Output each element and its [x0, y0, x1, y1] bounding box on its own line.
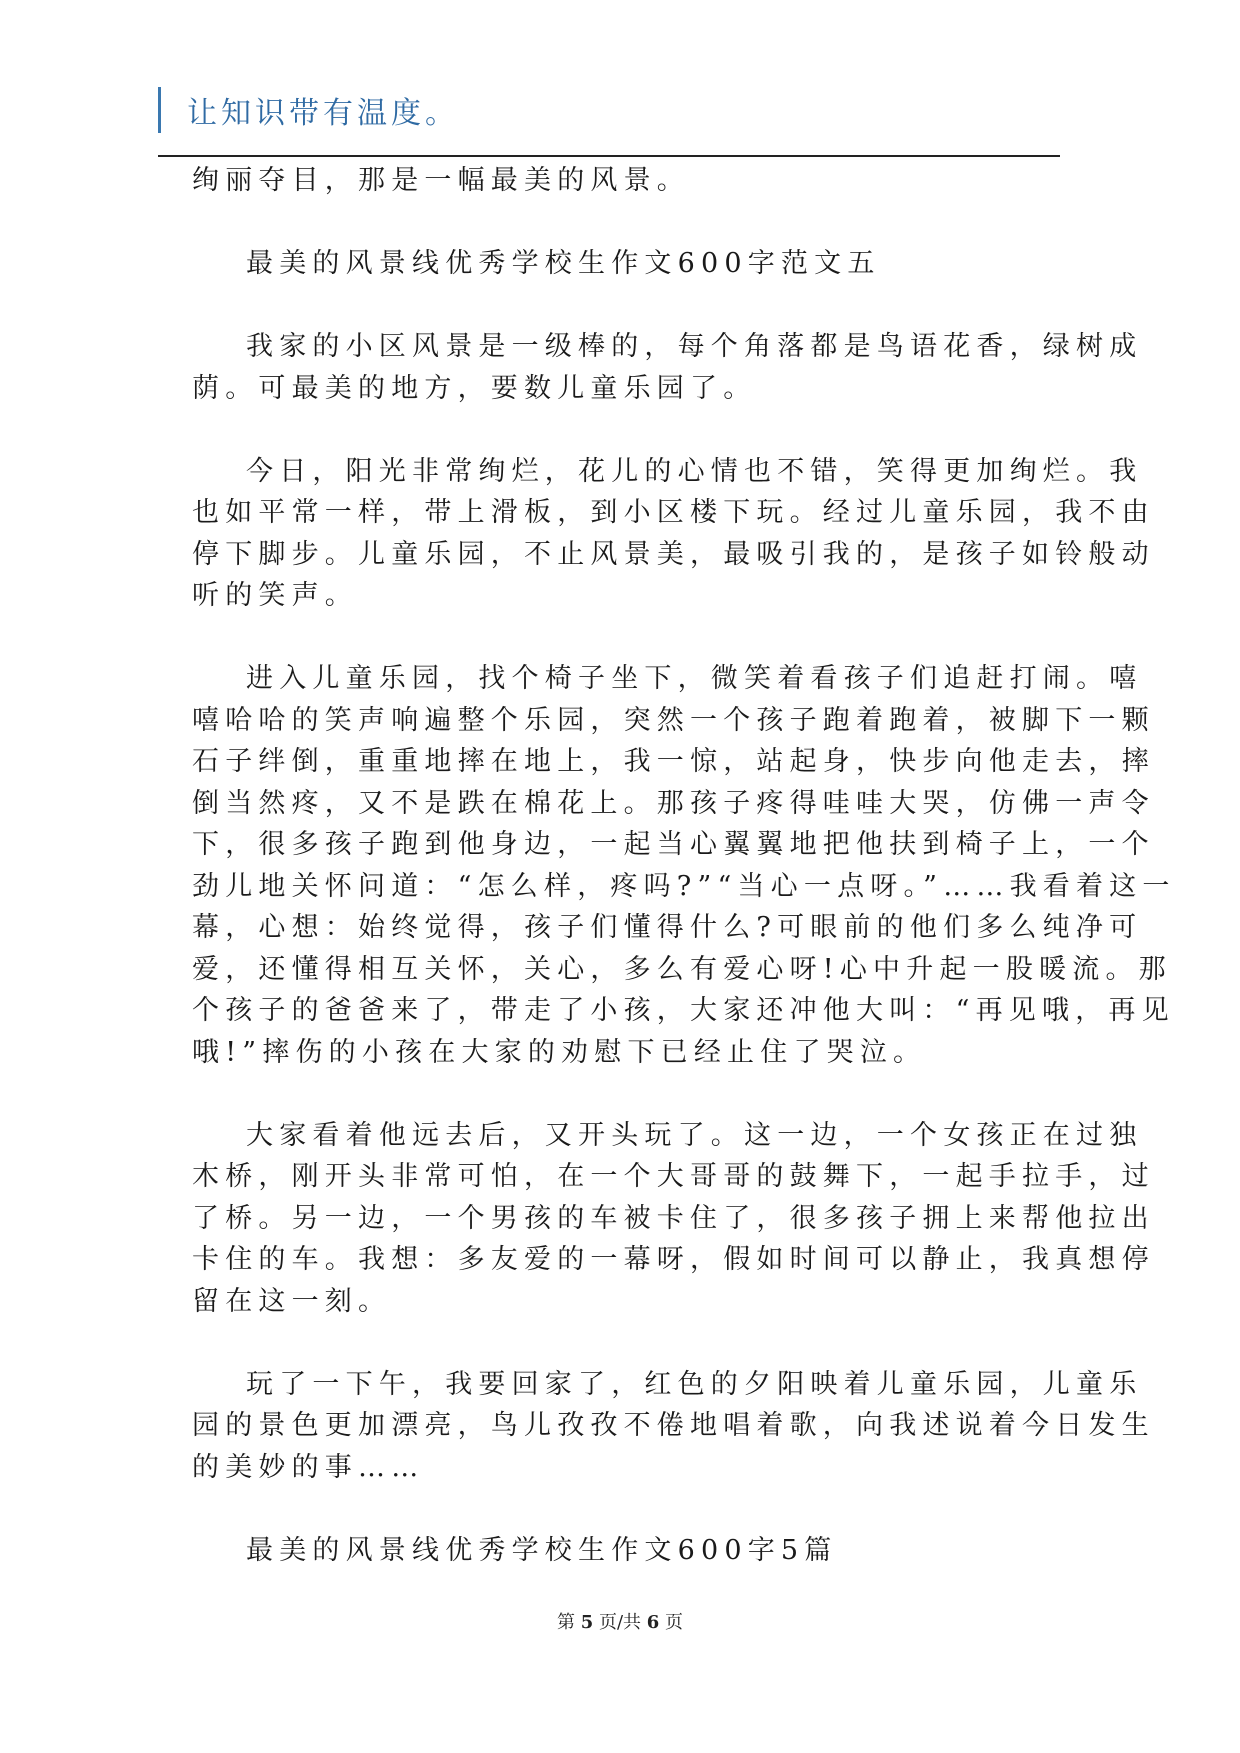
- footer-current-page: 5: [580, 1612, 594, 1633]
- document-body: [192, 160, 1176, 1571]
- header-slogan: 让知识带有温度。: [187, 96, 459, 131]
- text-line: 园的景色更加漂亮，鸟儿孜孜不倦地唱着歌，向我述说着今日发生: [192, 1410, 1155, 1441]
- footer-suffix: 页: [665, 1612, 684, 1633]
- paragraph-gap: [192, 1322, 1052, 1364]
- text-line: 石子绊倒，重重地摔在地上，我一惊，站起身，快步向他走去，摔: [192, 746, 1155, 777]
- text-line: 倒当然疼，又不是跌在棉花上。那孩子疼得哇哇大哭，仿佛一声令: [192, 787, 1155, 819]
- text-line: 的美妙的事……: [192, 1451, 425, 1483]
- text-line: 玩了一下午，我要回家了，红色的夕阳映着儿童乐园，儿童乐: [246, 1368, 1143, 1400]
- footer-total-pages: 6: [646, 1612, 660, 1633]
- text-line: 进入儿童乐园，找个椅子坐下，微笑着看孩子们追赶打闹。嘻: [246, 663, 1143, 694]
- paragraph-gap: [192, 285, 1052, 327]
- text-line: 劲儿地关怀问道：“怎么样，疼吗?”“当心一点呀。”……我看着这一: [192, 870, 1176, 902]
- text-line: 下，很多孩子跑到他身边，一起当心翼翼地把他扶到椅子上，一个: [192, 829, 1155, 860]
- footer-middle: 页/共: [598, 1612, 642, 1633]
- text-line: 最美的风景线优秀学校生作文600字5篇: [246, 1534, 838, 1566]
- text-line: 今日，阳光非常绚烂，花儿的心情也不错，笑得更加绚烂。我: [246, 455, 1143, 487]
- paragraph-gap: [192, 409, 1052, 451]
- text-line: 幕，心想：始终觉得，孩子们懂得什么?可眼前的他们多么纯净可: [192, 912, 1143, 943]
- text-line: 木桥，刚开头非常可怕，在一个大哥哥的鼓舞下，一起手拉手，过: [192, 1161, 1155, 1192]
- text-line: 爱，还懂得相互关怀，关心，多么有爱心呀!心中升起一股暖流。那: [192, 953, 1172, 985]
- text-line: 嘻哈哈的笑声响遍整个乐园，突然一个孩子跑着跑着，被脚下一颗: [192, 704, 1155, 736]
- page-footer: [0, 1608, 1240, 1634]
- text-line: 也如平常一样，带上滑板，到小区楼下玩。经过儿童乐园，我不由: [192, 497, 1155, 528]
- text-line: 卡住的车。我想：多友爱的一幕呀，假如时间可以静止，我真想停: [192, 1244, 1155, 1275]
- text-line: 大家看着他远去后，又开头玩了。这一边，一个女孩正在过独: [246, 1119, 1143, 1151]
- header-accent-bar: [158, 87, 161, 133]
- text-line: 留在这一刻。: [192, 1285, 392, 1317]
- footer-prefix: 第: [556, 1612, 575, 1633]
- header-divider: [158, 155, 1060, 157]
- text-line: 哦!”摔伤的小孩在大家的劝慰下已经止住了哭泣。: [192, 1036, 927, 1068]
- text-line: 最美的风景线优秀学校生作文600字范文五: [246, 248, 881, 279]
- text-line: 听的笑声。: [192, 580, 358, 611]
- paragraph-gap: [192, 617, 1052, 659]
- text-line: 我家的小区风景是一级棒的，每个角落都是鸟语花香，绿树成: [246, 331, 1143, 362]
- page-header: [158, 88, 459, 132]
- text-line: 个孩子的爸爸来了，带走了小孩，大家还冲他大叫：“再见哦，再见: [192, 995, 1175, 1026]
- paragraph-gap: [192, 1488, 1052, 1530]
- paragraph-gap: [192, 1073, 1052, 1115]
- text-line: 了桥。另一边，一个男孩的车被卡住了，很多孩子拥上来帮他拉出: [192, 1202, 1155, 1234]
- text-line: 荫。可最美的地方，要数儿童乐园了。: [192, 372, 757, 404]
- text-line: 停下脚步。儿童乐园，不止风景美，最吸引我的，是孩子如铃般动: [192, 538, 1155, 570]
- text-line: 绚丽夺目，那是一幅最美的风景。: [192, 165, 690, 196]
- paragraph-gap: [192, 202, 1052, 244]
